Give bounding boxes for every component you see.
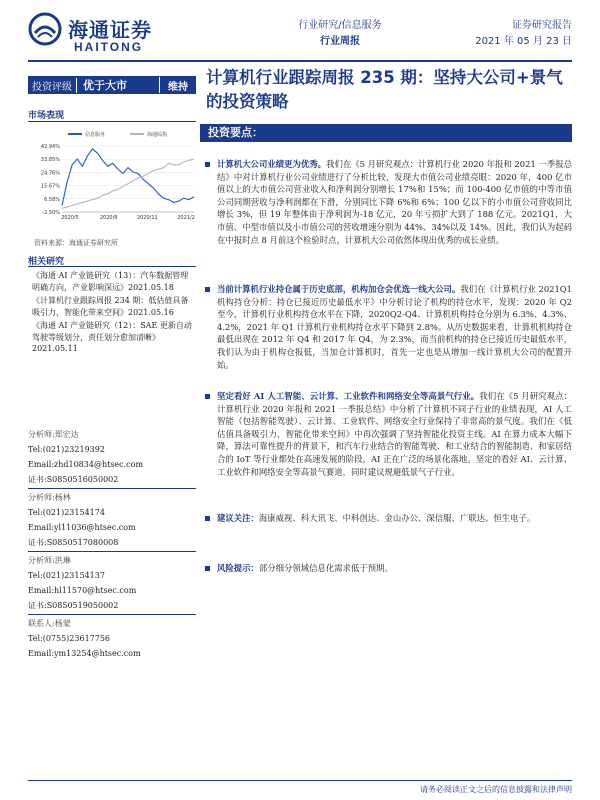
- x-tick-label: 2020/5: [61, 215, 79, 220]
- y-tick-label: 24.76%: [40, 170, 60, 177]
- key-point-lead: 当前计算机行业持仓属于历史底部，机构加仓会优选一线大公司。: [217, 284, 461, 294]
- header-divider: [28, 60, 572, 62]
- report-category-label: 行业研究/信息服务: [298, 20, 382, 31]
- market-performance-chart: [28, 128, 198, 220]
- related-research-list: [32, 270, 196, 357]
- bullet-icon: [205, 394, 210, 399]
- haitong-logo: [28, 10, 158, 58]
- market-performance-heading: 市场表现: [28, 111, 65, 121]
- key-point-lead: 计算机大公司业绩更为优秀。: [217, 159, 327, 169]
- footer-disclaimer: 请务必阅读正文之后的信息披露和法律声明: [420, 785, 572, 794]
- bullet-icon: [205, 516, 210, 521]
- related-research-heading: 相关研究: [28, 257, 65, 267]
- related-heading-divider: [28, 266, 196, 267]
- report-type-label: 证券研究报告: [512, 20, 572, 31]
- related-research-item[interactable]: 《计算机行业跟踪周报 234 期：低估值具备吸引力，智能化带来空间》2021.05.16: [32, 296, 189, 317]
- analyst-block: [28, 551, 196, 613]
- analyst-name: 分析师:杨林: [28, 493, 71, 502]
- analyst-tel: Tel:(021)23219392: [28, 445, 105, 454]
- legend-label: 信息服务: [85, 132, 106, 138]
- y-tick-label: 6.58%: [44, 196, 60, 203]
- chart-legend: [68, 131, 167, 138]
- haitong-logo-icon: [28, 12, 62, 46]
- legend-label: 海通综指: [147, 132, 168, 138]
- key-point-lead: 坚定看好 AI 人工智能、云计算、工业软件和网络安全等高景气行业。: [217, 391, 480, 401]
- y-tick-label: -2.50%: [42, 210, 60, 216]
- investment-rating-bar: [28, 76, 196, 94]
- key-point: [205, 158, 572, 246]
- logo-chinese-name: 海通证券: [68, 18, 152, 42]
- chart-y-ticks: [41, 144, 60, 216]
- logo-english-name: HAITONG: [74, 40, 144, 54]
- y-tick-label: 15.67%: [40, 183, 60, 190]
- analyst-contacts: [28, 426, 196, 662]
- bullet-icon: [205, 287, 210, 292]
- report-meta: [475, 18, 572, 50]
- analyst-name: 分析师:洪琳: [28, 556, 71, 565]
- chart-series: [62, 149, 194, 209]
- analyst-cert: 证书:S0850517080008: [28, 538, 119, 547]
- key-points-heading: 投资要点：: [200, 124, 572, 142]
- analyst-tel: Tel:(0755)23617756: [28, 634, 111, 643]
- analyst-cert: 证书:S0850516050002: [28, 475, 119, 484]
- chart-x-ticks: [61, 215, 195, 220]
- x-tick-label: 2020/11: [136, 215, 158, 220]
- report-title: 计算机行业跟踪周报 235 期：坚持大公司+景气的投资策略: [206, 68, 563, 111]
- analyst-name: 分析师:郑宏达: [28, 430, 79, 439]
- analyst-tel: Tel:(021)23154137: [28, 571, 105, 580]
- related-research-item[interactable]: 《海通 AI 产业链研究（12）：SAE 更新自动驾驶等级划分，责任划分愈加清晰》2021.05.11: [32, 321, 192, 353]
- y-tick-label: 42.94%: [40, 144, 60, 150]
- series-line: [62, 149, 194, 206]
- analyst-email[interactable]: Email:ym13254@htsec.com: [28, 649, 141, 658]
- analyst-email[interactable]: Email:hl11570@htsec.com: [28, 586, 137, 595]
- key-point-body: 我们在《计算机行业 2021Q1 机构持仓分析：持仓已接近历史最低水平》中分析讨论了机构的持仓水平，发现：2020 年 Q2 至今，计算机行业机构持仓水平在下降，2020Q2-Q4、计算机机构持仓分别为 6.3%、4.3%、4.2%，2021 年 Q1 计算机行业机构持仓水平下降到 2.8%。从历史数据来看，计算机机构持仓最低出现在 2012 年 Q4 和 2017 年 Q4，为 2.3%，而当前机构的持仓已接近历史最低水平，我们认为由于机构仓报低，当加仓计算机时，首先一定也是从增加一线计算机大公司的配置开始。: [217, 284, 573, 370]
- rating-value: 优于大市: [77, 77, 160, 93]
- report-subcategory-label: 行业周报: [320, 36, 360, 47]
- bullet-icon: [205, 566, 210, 571]
- rating-label: 投资评级: [28, 78, 77, 93]
- analyst-block: [28, 488, 196, 550]
- key-point: [205, 283, 572, 371]
- key-point: [205, 512, 572, 525]
- key-point: [205, 562, 572, 575]
- key-point-lead: 建议关注：: [217, 513, 259, 523]
- x-tick-label: 2020/8: [99, 215, 118, 220]
- key-point-body: 海康威视、科大讯飞、中科创达、金山办公、深信服、广联达、恒生电子。: [258, 513, 536, 523]
- related-research-item[interactable]: 《海通 AI 产业链研究（13）：汽车数据管理明确方向，产业影响深远》2021.05.18: [32, 271, 189, 292]
- report-date: 2021 年 05 月 23 日: [475, 36, 572, 47]
- analyst-email[interactable]: Email:zhd10834@htsec.com: [28, 460, 144, 469]
- analyst-block: [28, 426, 196, 487]
- market-heading-divider: [28, 121, 196, 122]
- analyst-name: 联系人:杨蒙: [28, 619, 71, 628]
- footer-divider: [28, 780, 572, 781]
- key-point-body: 我们在《5 月研究观点：计算机行业 2020 年报和 2021 一季报总结》中分析了计算机不同子行业的业绩表现，AI 人工智能（包括智能驾驶）、云计算、工业软件、网络安全行业保持了非常高的景气度。我们在《低估值具备吸引力，智能化带来空间》中再次强调了坚持智能化投资主线。AI 在算力成本大幅下降，算法可靠性提升的背景下，和汽车行业结合的智能驾驶、和工业结合的智能制造、和家居结合的 IoT 等行业都处在高速发展的阶段，AI 正在广泛的场景化落地。坚定的看好 AI、云计算、工业软件和网络安全等高景气赛道，同时建议规避低景气子行业。: [217, 391, 572, 477]
- y-tick-label: 33.85%: [40, 157, 60, 164]
- analyst-cert: 证书:S0850519050002: [28, 601, 119, 610]
- rating-action: 维持: [168, 81, 188, 93]
- analyst-email[interactable]: Email:yl11036@htsec.com: [28, 523, 136, 532]
- key-point-body: 部分细分领域信息化需求低于预期。: [258, 563, 393, 573]
- chart-source-note: 资料来源：海通证券研究所: [34, 239, 118, 247]
- report-category: [285, 18, 395, 50]
- bullet-icon: [205, 162, 210, 167]
- key-point-lead: 风险提示：: [217, 563, 259, 573]
- x-tick-label: 2021/2: [177, 215, 195, 220]
- key-point-body: 我们在《5 月研究观点：计算机行业 2020 年报和 2021 一季报总结》中对计算机行业公司业绩进行了分析比较，发现大市值公司业绩亮眼：2020 年，400 亿市值以上的大市值公司营业收入和净利润分别增长 17%和 15%；而 100-400 亿市值的中等市值公司同期营收与净利润都在下滑，分别同比下降 6%和 6%；100 亿以下的小市值公司营收同比增长 3%，但 19 年整体由于净利润为-18 亿元，20 年亏损扩大到了 188 亿元。2021Q1，大市值、中型市值以及小市值公司的营收增速分别为 44%、34%以及 14%。因此，我们认为起码在中报时点 8 月前这个检验时点，计算机大公司依然体现出优秀的成长业绩。: [217, 159, 572, 245]
- key-point: [205, 390, 572, 478]
- analyst-tel: Tel:(021)23154174: [28, 508, 105, 517]
- analyst-block: [28, 614, 196, 661]
